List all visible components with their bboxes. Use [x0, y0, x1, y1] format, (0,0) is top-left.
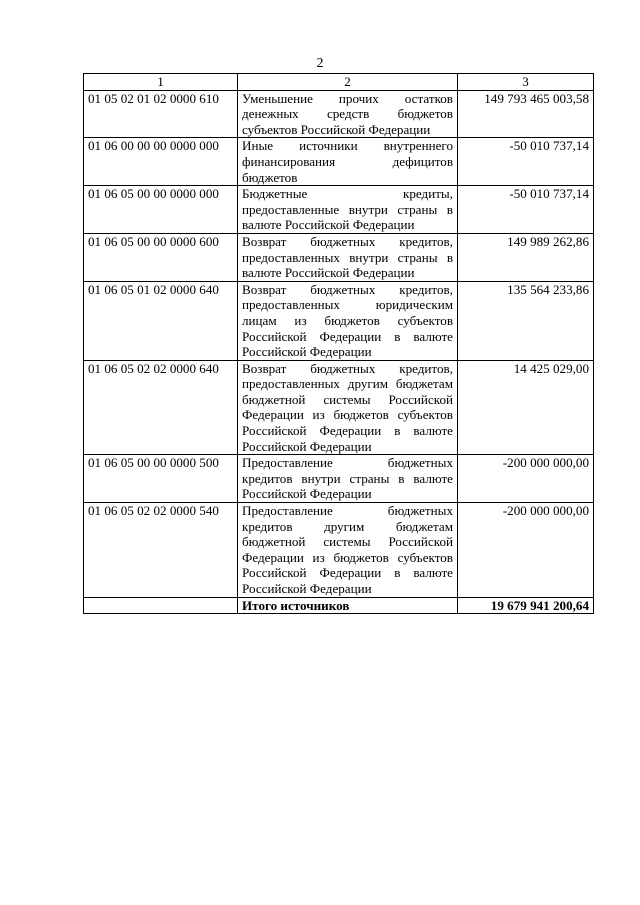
table-row	[84, 503, 594, 598]
total-row	[84, 597, 594, 614]
row-name: Предоставление бюджетных кредитов другим бюджетам бюджетной системы Российской Федерации из бюджетов субъектов Российской Федерации в валюте Российской Федерации	[238, 503, 458, 598]
row-name: Возврат бюджетных кредитов, предоставленных юридическим лицам из бюджетов субъектов Российской Федерации в валюте Российской Федерации	[238, 281, 458, 360]
total-code	[84, 597, 238, 614]
column-header-name: 2	[238, 74, 458, 91]
row-name: Предоставление бюджетных кредитов внутри страны в валюте Российской Федерации	[238, 455, 458, 503]
row-name: Бюджетные кредиты, предоставленные внутри страны в валюте Российской Федерации	[238, 186, 458, 234]
financing-sources-table	[83, 73, 594, 614]
row-amount: 149 989 262,86	[458, 233, 594, 281]
row-code: 01 05 02 01 02 0000 610	[84, 90, 238, 138]
table-row	[84, 455, 594, 503]
table-row	[84, 233, 594, 281]
column-header-amount: 3	[458, 74, 594, 91]
row-amount: -50 010 737,14	[458, 186, 594, 234]
total-label: Итого источников	[238, 597, 458, 614]
row-code: 01 06 05 00 00 0000 600	[84, 233, 238, 281]
row-name: Иные источники внутреннего финансирования дефицитов бюджетов	[238, 138, 458, 186]
table-row	[84, 138, 594, 186]
table-row	[84, 186, 594, 234]
column-header-code: 1	[84, 74, 238, 91]
row-amount: 135 564 233,86	[458, 281, 594, 360]
row-amount: -200 000 000,00	[458, 455, 594, 503]
page-number: 2	[316, 56, 324, 71]
row-code: 01 06 05 02 02 0000 640	[84, 360, 238, 455]
row-code: 01 06 05 01 02 0000 640	[84, 281, 238, 360]
row-amount: 149 793 465 003,58	[458, 90, 594, 138]
table-row	[84, 281, 594, 360]
total-amount: 19 679 941 200,64	[458, 597, 594, 614]
table-header-row	[84, 74, 594, 91]
row-amount: 14 425 029,00	[458, 360, 594, 455]
row-name: Уменьшение прочих остатков денежных средств бюджетов субъектов Российской Федерации	[238, 90, 458, 138]
row-amount: -200 000 000,00	[458, 503, 594, 598]
row-code: 01 06 05 02 02 0000 540	[84, 503, 238, 598]
table-row	[84, 360, 594, 455]
row-code: 01 06 05 00 00 0000 000	[84, 186, 238, 234]
table-row	[84, 90, 594, 138]
row-name: Возврат бюджетных кредитов, предоставленных внутри страны в валюте Российской Федерации	[238, 233, 458, 281]
row-name: Возврат бюджетных кредитов, предоставленных другим бюджетам бюджетной системы Российской Федерации из бюджетов субъектов Российской Федерации в валюте Российской Федерации	[238, 360, 458, 455]
row-code: 01 06 00 00 00 0000 000	[84, 138, 238, 186]
row-amount: -50 010 737,14	[458, 138, 594, 186]
row-code: 01 06 05 00 00 0000 500	[84, 455, 238, 503]
